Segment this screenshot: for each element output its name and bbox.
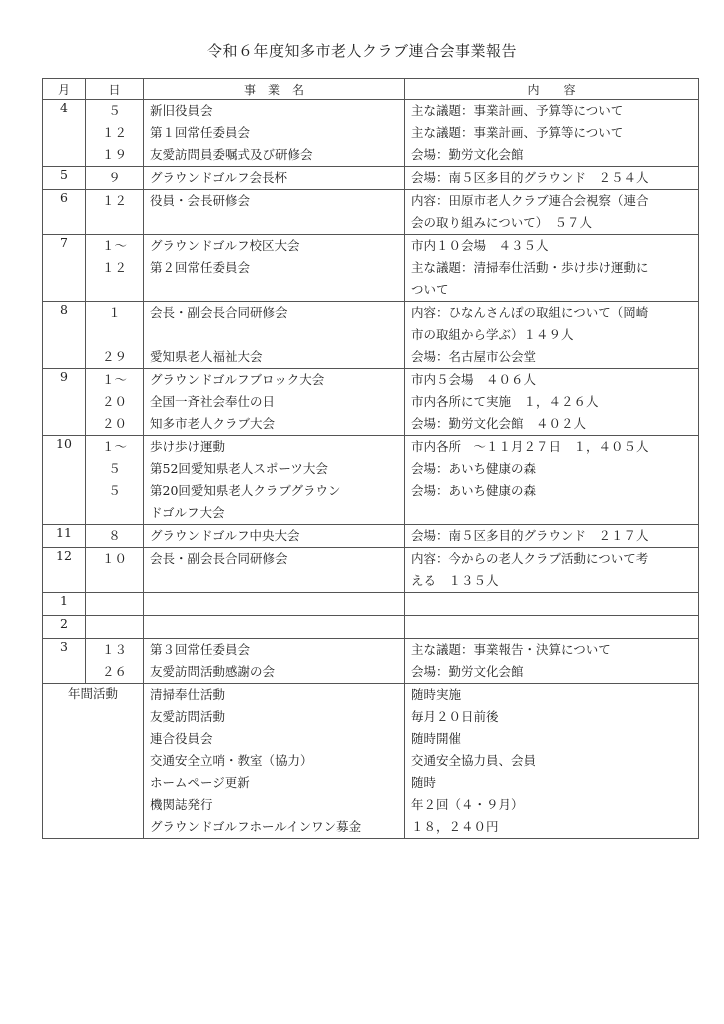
activity-report-table xyxy=(42,78,699,839)
month-cell: 5 xyxy=(43,167,86,190)
annual-detail: １８，２４０円 xyxy=(411,819,499,834)
event-name: 会長・副会長合同研修会 xyxy=(150,551,288,566)
header-detail: 内 容 xyxy=(405,79,699,100)
day-value: ５ xyxy=(108,103,121,118)
event-cell xyxy=(144,639,405,684)
detail-text: 主な議題：清掃奉仕活動・歩け歩け運動に xyxy=(411,260,649,275)
day-value: ９ xyxy=(108,170,121,185)
day-cell xyxy=(86,525,144,548)
detail-text: 主な議題：事業計画、予算等について xyxy=(411,125,624,140)
detail-text: 会場：勤労文化会館 xyxy=(411,147,524,162)
annual-event: ホームページ更新 xyxy=(150,775,250,790)
table-row xyxy=(43,593,699,616)
event-name: グラウンドゴルフブロック大会 xyxy=(150,372,325,387)
event-cell xyxy=(144,593,405,616)
table-row xyxy=(43,369,699,436)
detail-cell xyxy=(405,548,699,593)
detail-text: 市の取組から学ぶ）１４９人 xyxy=(411,327,574,342)
day-value: １２ xyxy=(101,260,127,275)
annual-event: グラウンドゴルフホールインワン募金 xyxy=(150,819,362,834)
annual-detail: 交通安全協力員、会員 xyxy=(411,753,537,768)
month-cell: 9 xyxy=(43,369,86,436)
report-body xyxy=(43,100,699,839)
detail-text: 会場：あいち健康の森 xyxy=(411,483,537,498)
day-value: １ xyxy=(108,305,121,320)
event-cell xyxy=(144,616,405,639)
event-name: ドゴルフ大会 xyxy=(150,505,225,520)
month-cell: 1 xyxy=(43,593,86,616)
detail-text: 会の取り組みについて） ５７人 xyxy=(411,215,593,230)
page-title: 令和６年度知多市老人クラブ連合会事業報告 xyxy=(206,42,517,60)
day-value: ２９ xyxy=(101,349,127,364)
header-event: 事 業 名 xyxy=(144,79,405,100)
annual-detail: 随時実施 xyxy=(411,687,462,702)
annual-detail: 毎月２０日前後 xyxy=(411,709,499,724)
day-value: １２ xyxy=(101,125,127,140)
month-cell: 6 xyxy=(43,190,86,235)
day-value: １９ xyxy=(101,147,127,162)
table-row xyxy=(43,548,699,593)
detail-cell xyxy=(405,235,699,302)
table-row xyxy=(43,235,699,302)
detail-cell xyxy=(405,190,699,235)
event-cell xyxy=(144,100,405,167)
month-cell: 10 xyxy=(43,436,86,525)
table-row xyxy=(43,167,699,190)
event-name: 役員・会長研修会 xyxy=(150,193,251,208)
annual-activities-row xyxy=(43,684,699,839)
event-cell xyxy=(144,525,405,548)
event-cell xyxy=(144,369,405,436)
event-name: 第３回常任委員会 xyxy=(150,642,251,657)
detail-text: 内容：ひなんさんぽの取組について（岡崎 xyxy=(411,305,649,320)
detail-cell xyxy=(405,100,699,167)
day-value: １３ xyxy=(101,642,127,657)
table-row xyxy=(43,639,699,684)
annual-detail: 随時開催 xyxy=(411,731,462,746)
annual-detail: 年２回（４・９月） xyxy=(411,797,524,812)
annual-detail-cell xyxy=(405,684,699,839)
detail-cell xyxy=(405,616,699,639)
day-cell xyxy=(86,616,144,639)
event-cell xyxy=(144,167,405,190)
event-name: 愛知県老人福祉大会 xyxy=(150,349,263,364)
day-cell xyxy=(86,369,144,436)
detail-text: 主な議題：事業計画、予算等について xyxy=(411,103,624,118)
month-cell: 12 xyxy=(43,548,86,593)
month-cell: 7 xyxy=(43,235,86,302)
event-name: 友愛訪問活動感謝の会 xyxy=(150,664,276,679)
detail-text: 市内５会場 ４０６人 xyxy=(411,372,537,387)
event-cell xyxy=(144,548,405,593)
day-value: １～ xyxy=(101,238,127,253)
detail-cell xyxy=(405,525,699,548)
day-value: ２６ xyxy=(101,664,127,679)
table-row xyxy=(43,436,699,525)
month-cell: 2 xyxy=(43,616,86,639)
day-value: １０ xyxy=(101,551,127,566)
detail-cell xyxy=(405,302,699,369)
event-name: グラウンドゴルフ中央大会 xyxy=(150,528,300,543)
header-day: 日 xyxy=(86,79,144,100)
table-row xyxy=(43,302,699,369)
day-value: １～ xyxy=(101,372,127,387)
annual-event: 連合役員会 xyxy=(150,731,213,746)
event-name: 第１回常任委員会 xyxy=(150,125,251,140)
annual-event: 機関誌発行 xyxy=(150,797,213,812)
detail-cell xyxy=(405,369,699,436)
table-header-row xyxy=(43,79,699,100)
day-cell xyxy=(86,302,144,369)
event-name: 友愛訪問員委嘱式及び研修会 xyxy=(150,147,313,162)
detail-text: 会場：あいち健康の森 xyxy=(411,461,537,476)
table-row xyxy=(43,525,699,548)
day-value: １２ xyxy=(101,193,127,208)
event-cell xyxy=(144,235,405,302)
month-cell: 11 xyxy=(43,525,86,548)
event-name: 知多市老人クラブ大会 xyxy=(150,416,276,431)
detail-cell xyxy=(405,639,699,684)
day-value: ２０ xyxy=(101,394,127,409)
month-cell: 3 xyxy=(43,639,86,684)
detail-text: 会場：勤労文化会館 ４０２人 xyxy=(411,416,587,431)
day-value: ２０ xyxy=(101,416,127,431)
table-row xyxy=(43,100,699,167)
table-row xyxy=(43,190,699,235)
detail-text: 会場：南５区多目的グラウンド ２１７人 xyxy=(411,528,649,543)
detail-cell xyxy=(405,167,699,190)
day-cell xyxy=(86,593,144,616)
day-cell xyxy=(86,639,144,684)
detail-text: 会場：勤労文化会館 xyxy=(411,664,524,679)
detail-text: 市内各所にて実施 １，４２６人 xyxy=(411,394,599,409)
event-name: 第52回愛知県老人スポーツ大会 xyxy=(150,461,328,476)
day-value: ５ xyxy=(108,483,121,498)
detail-text: ついて xyxy=(411,282,449,297)
event-name: 会長・副会長合同研修会 xyxy=(150,305,288,320)
event-name: 全国一斉社会奉仕の日 xyxy=(150,394,276,409)
detail-text: 内容：今からの老人クラブ活動について考 xyxy=(411,551,649,566)
event-cell xyxy=(144,302,405,369)
month-cell: 4 xyxy=(43,100,86,167)
annual-event: 交通安全立哨・教室（協力） xyxy=(150,753,313,768)
annual-event-cell xyxy=(144,684,405,839)
table-row xyxy=(43,616,699,639)
day-cell xyxy=(86,100,144,167)
month-cell: 8 xyxy=(43,302,86,369)
header-month: 月 xyxy=(43,79,86,100)
day-cell xyxy=(86,235,144,302)
day-cell xyxy=(86,436,144,525)
annual-label: 年間活動 xyxy=(43,684,144,839)
detail-text: 会場：名古屋市公会堂 xyxy=(411,349,537,364)
annual-event: 友愛訪問活動 xyxy=(150,709,226,724)
event-cell xyxy=(144,190,405,235)
event-name: グラウンドゴルフ会長杯 xyxy=(150,170,288,185)
day-value: １～ xyxy=(101,439,127,454)
detail-cell xyxy=(405,436,699,525)
detail-cell xyxy=(405,593,699,616)
detail-text: 主な議題：事業報告・決算について xyxy=(411,642,611,657)
day-cell xyxy=(86,548,144,593)
day-value: ８ xyxy=(108,528,121,543)
detail-text: 内容：田原市老人クラブ連合会視察（連合 xyxy=(411,193,649,208)
event-cell xyxy=(144,436,405,525)
event-name: 第２回常任委員会 xyxy=(150,260,251,275)
detail-text: える １３５人 xyxy=(411,573,499,588)
event-name: 歩け歩け運動 xyxy=(150,439,226,454)
detail-text: 市内各所 ～１１月２７日 １，４０５人 xyxy=(411,439,649,454)
day-cell xyxy=(86,190,144,235)
day-value: ５ xyxy=(108,461,121,476)
annual-event: 清掃奉仕活動 xyxy=(150,687,226,702)
day-cell xyxy=(86,167,144,190)
event-name: グラウンドゴルフ校区大会 xyxy=(150,238,300,253)
annual-detail: 随時 xyxy=(411,775,437,790)
detail-text: 会場：南５区多目的グラウンド ２５４人 xyxy=(411,170,649,185)
detail-text: 市内１０会場 ４３５人 xyxy=(411,238,549,253)
event-name: 第20回愛知県老人クラブグラウン xyxy=(150,483,341,498)
event-name: 新旧役員会 xyxy=(150,103,213,118)
